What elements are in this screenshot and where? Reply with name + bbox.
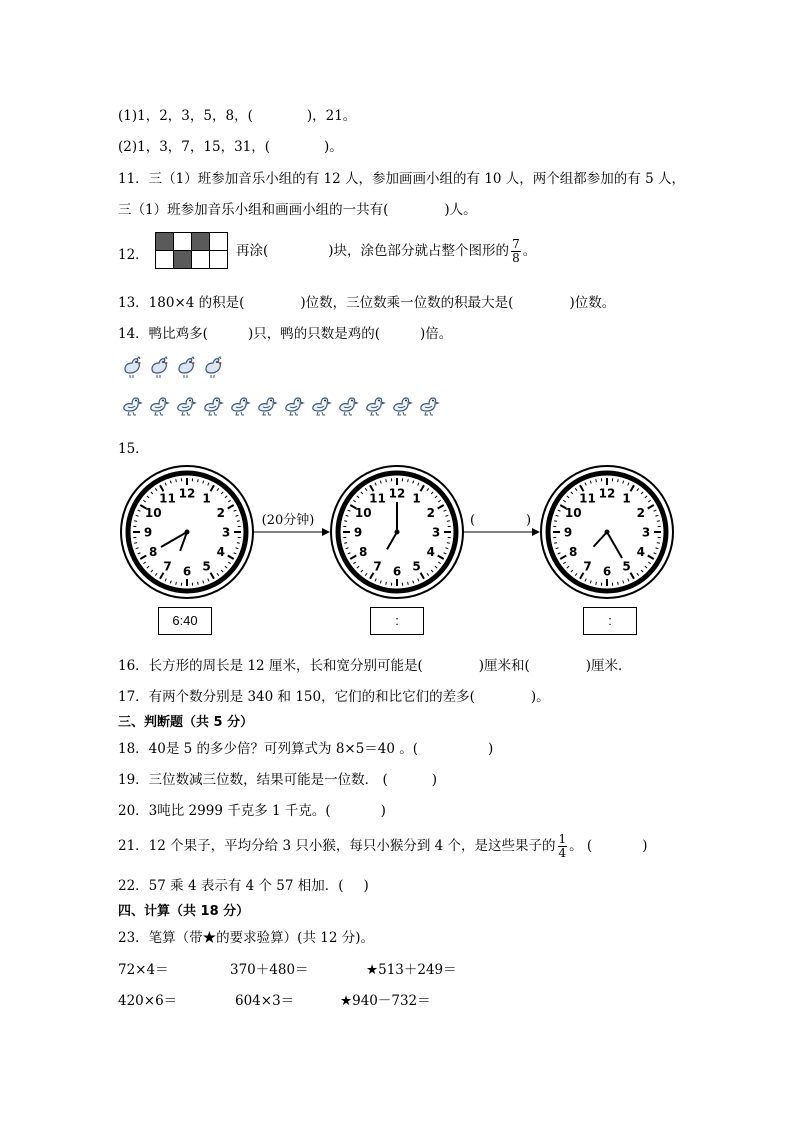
duck-icon xyxy=(363,392,387,416)
chicken-icon xyxy=(120,355,144,379)
calc-item: 370＋480＝ xyxy=(230,962,309,978)
duck-icon xyxy=(282,392,306,416)
q16: 16．长方形的周长是 12 厘米，长和宽分别可能是( )厘米和( )厘米． xyxy=(118,658,632,674)
clock-numeral: 4 xyxy=(426,545,435,559)
clock-numeral: 8 xyxy=(359,545,368,559)
clock-numeral: 7 xyxy=(583,559,592,574)
grid-cell xyxy=(156,233,174,251)
chicken-icon xyxy=(201,355,225,379)
clock-numeral: 2 xyxy=(636,506,645,520)
q11-line1: 11．三（1）班参加音乐小组的有 12 人，参加画画小组的有 10 人，两个组都参加的有 5 人， xyxy=(118,171,685,187)
clock-numeral: 8 xyxy=(149,545,158,559)
q12-text: 再涂( )块，涂色部分就占整个图形的 $\frac{7}{8}$ 。 xyxy=(236,237,537,265)
grid-cell xyxy=(210,233,228,251)
q21: 21．12 个果子，平均分给 3 只小猴，每只小猴分到 4 个，是这些果子的 $\frac{1}{4}$ 。 ( ) xyxy=(118,832,648,860)
clock-numeral: 12 xyxy=(178,486,196,501)
clock-numeral: 1 xyxy=(622,491,631,506)
q20: 20．3吨比 2999 千克多 1 千克。( ) xyxy=(118,803,386,819)
clock-face xyxy=(541,466,673,598)
clock-numeral: 8 xyxy=(569,545,578,559)
clock-numeral: 11 xyxy=(369,491,386,506)
q23: 23．笔算（带★的要求验算）(共 12 分)。 xyxy=(118,930,374,946)
clock-numeral: 3 xyxy=(641,525,651,540)
q15-number: 15． xyxy=(118,441,149,457)
calc-item: 72×4＝ xyxy=(118,962,169,978)
calc-item: 604×3＝ xyxy=(235,993,295,1009)
q11-line2: 三（1）班参加音乐小组和画画小组的一共有( )人。 xyxy=(118,202,477,218)
grid-cell xyxy=(192,251,210,269)
q17: 17．有两个数分别是 340 和 150，它们的和比它们的差多( )。 xyxy=(118,689,550,705)
clock-numeral: 10 xyxy=(354,506,372,520)
grid-cell xyxy=(174,233,192,251)
clock-numeral: 3 xyxy=(431,525,441,540)
fraction: $\frac{7}{8}$ xyxy=(512,237,520,265)
q18: 18．40是 5 的多少倍？可列算式为 8×5＝40 。( ) xyxy=(118,741,494,757)
clock-numeral: 6 xyxy=(392,564,402,579)
arrow-label-open: ( xyxy=(470,513,476,528)
fraction: $\frac{1}{4}$ xyxy=(558,832,567,860)
time-box-2[interactable]: : xyxy=(370,607,424,635)
clock-numeral: 6 xyxy=(602,564,612,579)
grid-cell xyxy=(192,233,210,251)
chicken-row xyxy=(120,355,228,383)
q22: 22．57 乘 4 表示有 4 个 57 相加．( ) xyxy=(118,878,369,894)
clock-sequence xyxy=(0,460,794,610)
chicken-icon xyxy=(174,355,198,379)
calc-item: ★513＋249＝ xyxy=(366,962,457,978)
q10-1: (1)1，2，3，5，8，( )，21。 xyxy=(118,108,357,124)
arrow xyxy=(254,528,330,536)
clock-numeral: 12 xyxy=(598,486,616,501)
clock-numeral: 10 xyxy=(564,506,582,520)
clock-numeral: 4 xyxy=(216,545,225,559)
shaded-grid xyxy=(155,232,228,269)
clock-numeral: 6 xyxy=(182,564,192,579)
duck-icon xyxy=(390,392,414,416)
duck-icon xyxy=(147,392,171,416)
arrow-label-close: ) xyxy=(526,513,532,528)
clock-face xyxy=(331,466,463,598)
clock-numeral: 1 xyxy=(412,491,421,506)
clock-numeral: 9 xyxy=(563,525,573,540)
clock-numeral: 7 xyxy=(163,559,172,574)
q19: 19．三位数减三位数，结果可能是一位数． ( ) xyxy=(118,772,438,788)
clock-numeral: 5 xyxy=(412,559,421,574)
clock-numeral: 9 xyxy=(353,525,363,540)
calc-item: 420×6＝ xyxy=(118,993,178,1009)
duck-icon xyxy=(336,392,360,416)
time-box-1: 6:40 xyxy=(158,607,212,635)
time-box-3[interactable]: : xyxy=(583,607,637,635)
section-3-heading: 三、判断题（共 5 分） xyxy=(118,715,254,730)
duck-icon xyxy=(255,392,279,416)
grid-cell xyxy=(156,251,174,269)
q12-number: 12． xyxy=(118,247,149,263)
clock-numeral: 2 xyxy=(216,506,225,520)
clock-numeral: 4 xyxy=(636,545,645,559)
clock-numeral: 11 xyxy=(159,491,176,506)
clock-numeral: 12 xyxy=(388,486,406,501)
clock-numeral: 9 xyxy=(143,525,153,540)
duck-icon xyxy=(228,392,252,416)
grid-cell xyxy=(210,251,228,269)
clock-numeral: 5 xyxy=(622,559,631,574)
duck-icon xyxy=(417,392,441,416)
duck-icon xyxy=(309,392,333,416)
clock-numeral: 1 xyxy=(202,491,211,506)
duck-row xyxy=(120,392,444,420)
duck-icon xyxy=(201,392,225,416)
clock-face xyxy=(121,466,253,598)
section-4-heading: 四、计算（共 18 分） xyxy=(118,904,250,919)
arrow xyxy=(464,528,540,536)
q14: 14．鸭比鸡多( )只，鸭的只数是鸡的( )倍。 xyxy=(118,326,453,342)
arrow-label: (20分钟) xyxy=(261,513,315,528)
clock-numeral: 5 xyxy=(202,559,211,574)
clock-numeral: 11 xyxy=(579,491,596,506)
chicken-icon xyxy=(147,355,171,379)
q10-2: (2)1，3，7，15，31，( )。 xyxy=(118,139,343,155)
duck-icon xyxy=(120,392,144,416)
clock-numeral: 10 xyxy=(144,506,162,520)
clock-numeral: 2 xyxy=(426,506,435,520)
q13: 13．180×4 的积是( )位数，三位数乘一位数的积最大是( )位数。 xyxy=(118,295,616,311)
clock-numeral: 3 xyxy=(221,525,231,540)
clock-numeral: 7 xyxy=(373,559,382,574)
grid-cell xyxy=(174,251,192,269)
calc-item: ★940－732＝ xyxy=(340,993,431,1009)
duck-icon xyxy=(174,392,198,416)
